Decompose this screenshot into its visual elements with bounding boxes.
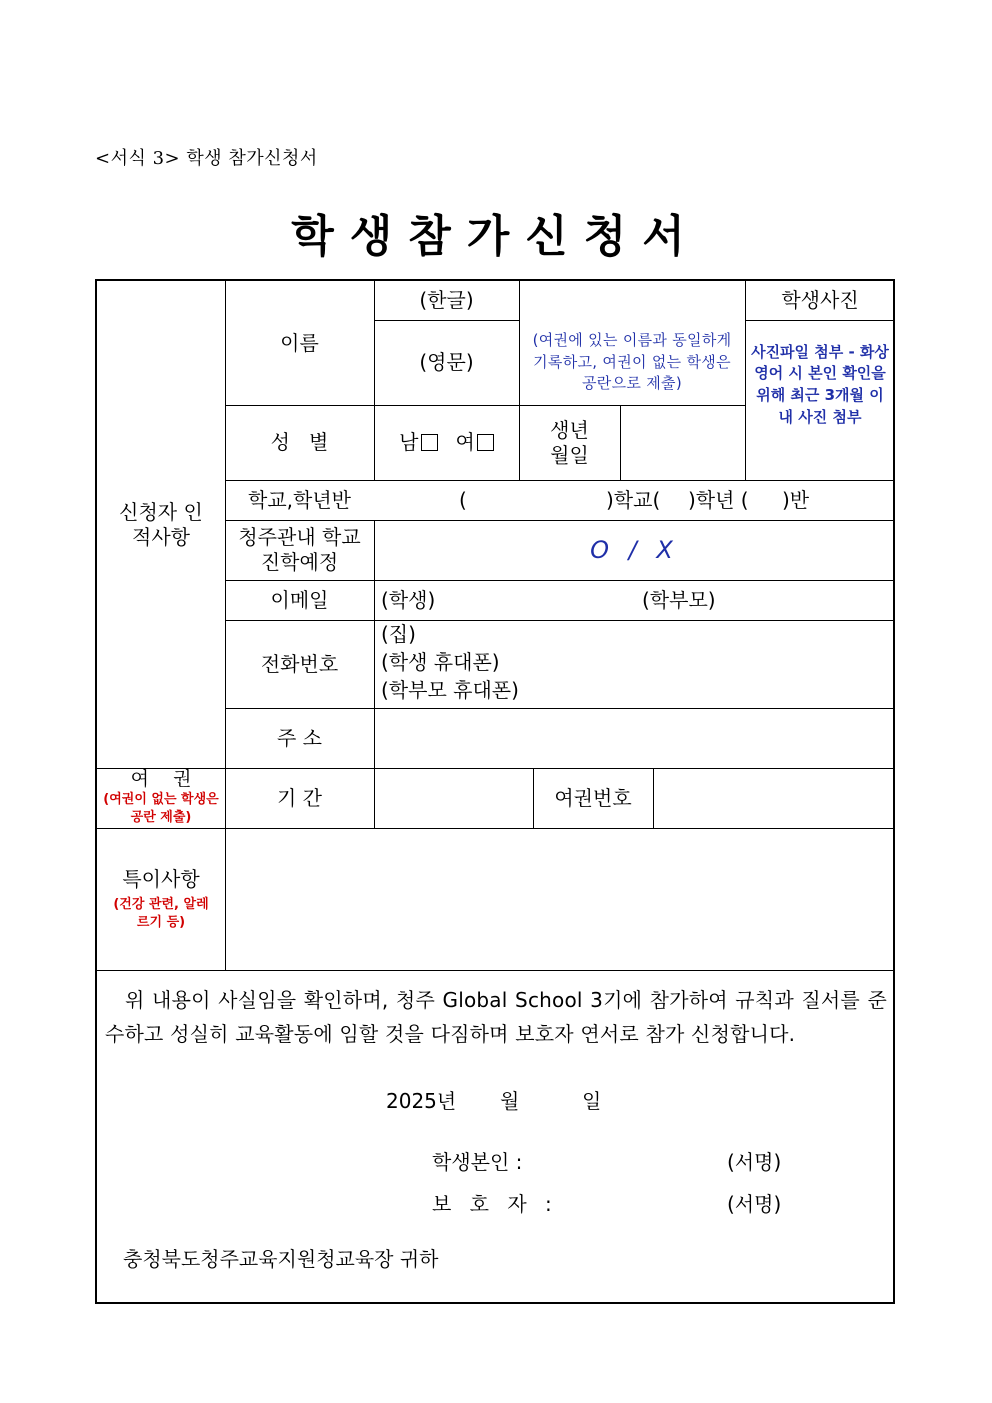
special-notes-input[interactable] <box>225 828 895 970</box>
recipient: 충청북도청주교육지원청교육장 귀하 <box>123 1247 439 1271</box>
passport-section <box>97 768 225 828</box>
gender-male-label: 남 <box>399 430 419 454</box>
date-day: 일 <box>582 1089 602 1113</box>
admission-choice[interactable] <box>374 520 895 580</box>
address-input[interactable] <box>374 708 895 768</box>
passport-number-label: 여권번호 <box>554 785 632 810</box>
name-label: 이름 <box>280 330 319 355</box>
photo-label: 학생사진 <box>781 288 859 312</box>
address-label: 주 소 <box>277 725 322 750</box>
photo-upload-area[interactable]: 사진파일 첨부 - 화상영어 시 본인 확인을 위해 최근 3개월 이내 사진 첨부 <box>751 342 889 426</box>
date-month: 월 <box>500 1089 520 1113</box>
special-notes-label: 특이사항 <box>122 866 200 891</box>
student-signature-field[interactable]: (서명) <box>727 1150 782 1174</box>
period-input[interactable] <box>374 768 533 828</box>
phone-student-label: (학생 휴대폰) <box>381 650 500 674</box>
email-student-label: (학생) <box>381 587 436 612</box>
gender-female-label: 여 <box>455 430 475 454</box>
phone-home-label: (집) <box>381 622 416 646</box>
korean-name-label: (한글) <box>419 288 474 312</box>
phone-label: 전화번호 <box>260 651 339 676</box>
passport-number-input[interactable] <box>653 768 895 828</box>
phone-parent-label: (학부모 휴대폰) <box>381 678 519 702</box>
english-name-note[interactable]: (여권에 있는 이름과 동일하게 기록하고, 여권이 없는 학생은 공란으로 제출) <box>532 330 732 393</box>
date-year: 2025년 <box>386 1089 457 1113</box>
school-label: 학교,학년반 <box>248 487 351 512</box>
period-label: 기 간 <box>277 785 322 810</box>
guardian-signature-label: 보 호 자 : <box>432 1192 558 1216</box>
gender-options <box>374 405 519 480</box>
special-notes-note: (건강 관련, 알레르기 등) <box>113 896 209 930</box>
admission-value: O / X <box>590 536 679 564</box>
email-parent-label: (학부모) <box>642 587 716 612</box>
female-checkbox[interactable] <box>477 434 494 451</box>
special-notes-section <box>97 828 225 970</box>
phone-input[interactable] <box>374 620 895 708</box>
birth-label: 생년월일 <box>550 417 589 467</box>
page-title: 학생참가신청서 <box>291 211 701 262</box>
male-checkbox[interactable] <box>421 434 438 451</box>
email-input[interactable] <box>374 580 895 620</box>
english-name-label: (영문) <box>419 350 474 374</box>
pledge-text: 위 내용이 사실임을 확인하며, 청주 Global School 3기에 참가하여 규칙과 질서를 준수하고 성실히 교육활동에 임할 것을 다짐하며 보호자 연서로 참가 신청합니다. <box>105 988 887 1046</box>
school-input[interactable]: ( )학교( )학년 ( )반 <box>459 487 810 512</box>
admission-label: 청주관내 학교진학예정 <box>238 525 361 574</box>
form-label: <서식 3> 학생 참가신청서 <box>95 148 318 169</box>
passport-label: 여 권 <box>130 768 192 791</box>
gender-label: 성 별 <box>270 430 329 454</box>
guardian-signature-field[interactable]: (서명) <box>727 1192 782 1216</box>
birth-input[interactable] <box>620 405 745 480</box>
passport-note: (여권이 없는 학생은 공란 제출) <box>103 792 219 825</box>
email-label: 이메일 <box>270 587 329 612</box>
korean-name-input[interactable] <box>519 281 745 320</box>
student-signature-label: 학생본인 : <box>432 1150 523 1174</box>
applicant-info-label: 신청자 인적사항 <box>119 499 203 549</box>
